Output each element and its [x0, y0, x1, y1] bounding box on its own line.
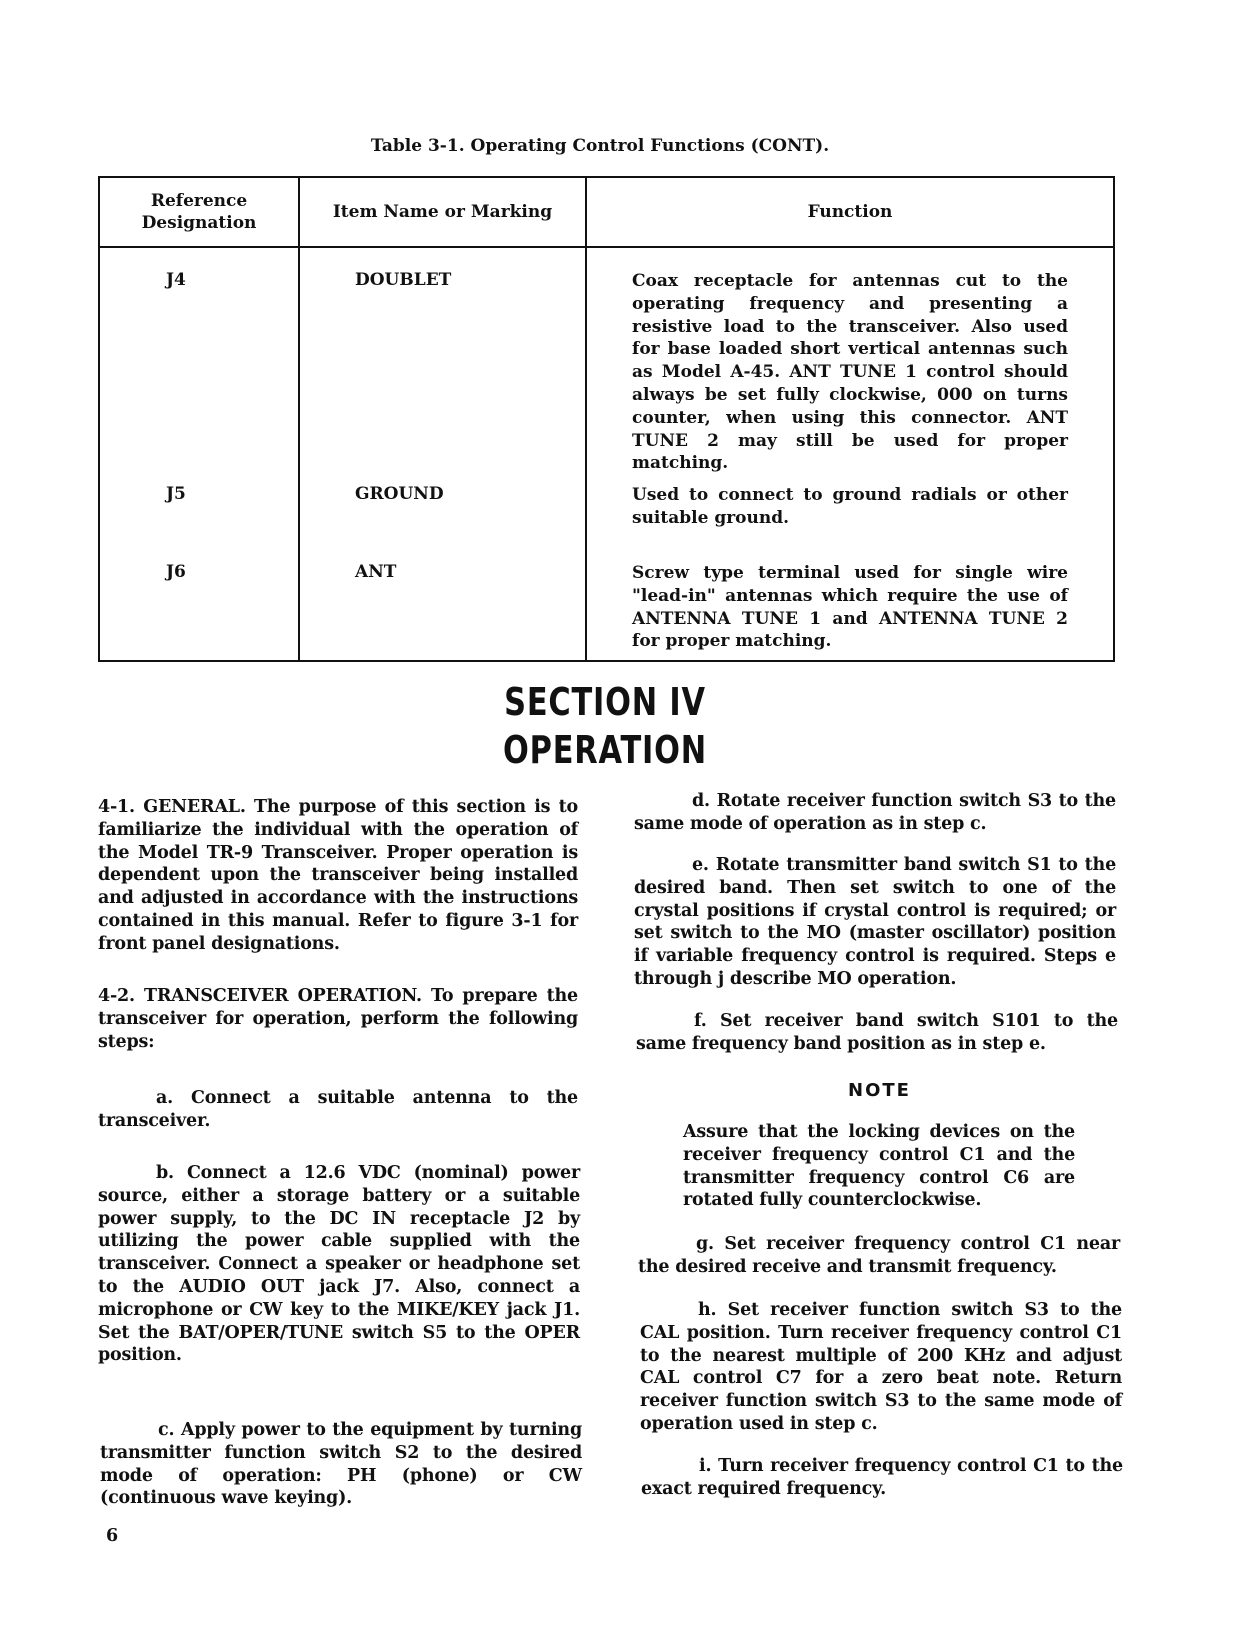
step-b: b. Connect a 12.6 VDC (nominal) power source, either a storage battery or a suitable power supply, to the DC IN receptacle J2 by utilizing the power cable supplied with the transceiver. Connect a speaker or headphone set to the AUDIO OUT jack J7. Also, connect a microphone or CW key to the MIKE/KEY jack J1. Set the BAT/OPER/TUNE switch S5 to the OPER position. [98, 1163, 580, 1366]
table-header-row [99, 177, 1114, 247]
table-row [99, 247, 1114, 476]
function-cell: Coax receptacle for antennas cut to the operating frequency and presenting a resistive load to the transceiver. Also used for base loaded short vertical antennas such as Model A-45. ANT TUNE 1 control should always be set fully clockwise, 000 on turns counter, when using this connector. ANT TUNE 2 may still be used for proper matching. [586, 247, 1114, 476]
item-cell: GROUND [299, 476, 586, 554]
ref-cell: J5 [166, 484, 186, 504]
step-e: e. Rotate transmitter band switch S1 to the desired band. Then set switch to one of the crystal positions if crystal control is required; or set switch to the MO (master oscillator) position if variable frequency control is required. Steps e through j describe MO operation. [634, 855, 1116, 989]
section-number: SECTION IV [504, 680, 706, 724]
function-cell: Used to connect to ground radials or other suitable ground. [586, 476, 1114, 554]
section-title: OPERATION [503, 728, 707, 772]
page-number: 6 [106, 1526, 118, 1546]
note-text: Assure that the locking devices on the receiver frequency control C1 and the transmitter frequency control C6 are rotated fully counterclockwise. [683, 1122, 1075, 1211]
ref-cell: J6 [166, 562, 186, 582]
step-g: g. Set receiver frequency control C1 near the desired receive and transmit frequency. [638, 1234, 1120, 1277]
function-cell: Screw type terminal used for single wire "lead-in" antennas which require the use of ANTENNA TUNE 1 and ANTENNA TUNE 2 for proper matching. [586, 554, 1114, 661]
step-a: a. Connect a suitable antenna to the transceiver. [98, 1088, 578, 1131]
header-reference-designation: Reference Designation [99, 177, 299, 247]
table-row [99, 476, 1114, 554]
table-row [99, 554, 1114, 661]
item-cell: DOUBLET [299, 247, 586, 476]
header-function: Function [586, 177, 1114, 247]
paragraph-4-2: 4-2. TRANSCEIVER OPERATION. To prepare the transceiver for operation, perform the following steps: [98, 986, 578, 1052]
note-label: NOTE [848, 1080, 911, 1101]
step-i: i. Turn receiver frequency control C1 to the exact required frequency. [641, 1456, 1123, 1499]
header-item-name: Item Name or Marking [299, 177, 586, 247]
item-cell: ANT [299, 554, 586, 661]
step-d: d. Rotate receiver function switch S3 to the same mode of operation as in step c. [634, 791, 1116, 834]
operating-control-functions-table [98, 176, 1115, 662]
step-f: f. Set receiver band switch S101 to the same frequency band position as in step e. [636, 1011, 1118, 1054]
step-h: h. Set receiver function switch S3 to the CAL position. Turn receiver frequency control C1 to the nearest multiple of 200 KHz and adjust CAL control C7 for a zero beat note. Return receiver function switch S3 to the same mode of operation used in step c. [640, 1300, 1122, 1434]
step-c: c. Apply power to the equipment by turning transmitter function switch S2 to the desired mode of operation: PH (phone) or CW (continuous wave keying). [100, 1420, 582, 1509]
ref-cell: J4 [166, 270, 186, 290]
table-caption: Table 3-1. Operating Control Functions (CONT). [370, 136, 830, 156]
paragraph-4-1: 4-1. GENERAL. The purpose of this section is to familiarize the individual with the operation of the Model TR-9 Transceiver. Proper operation is dependent upon the transceiver being installed and adjusted in accordance with the instructions contained in this manual. Refer to figure 3-1 for front panel designations. [98, 797, 578, 954]
